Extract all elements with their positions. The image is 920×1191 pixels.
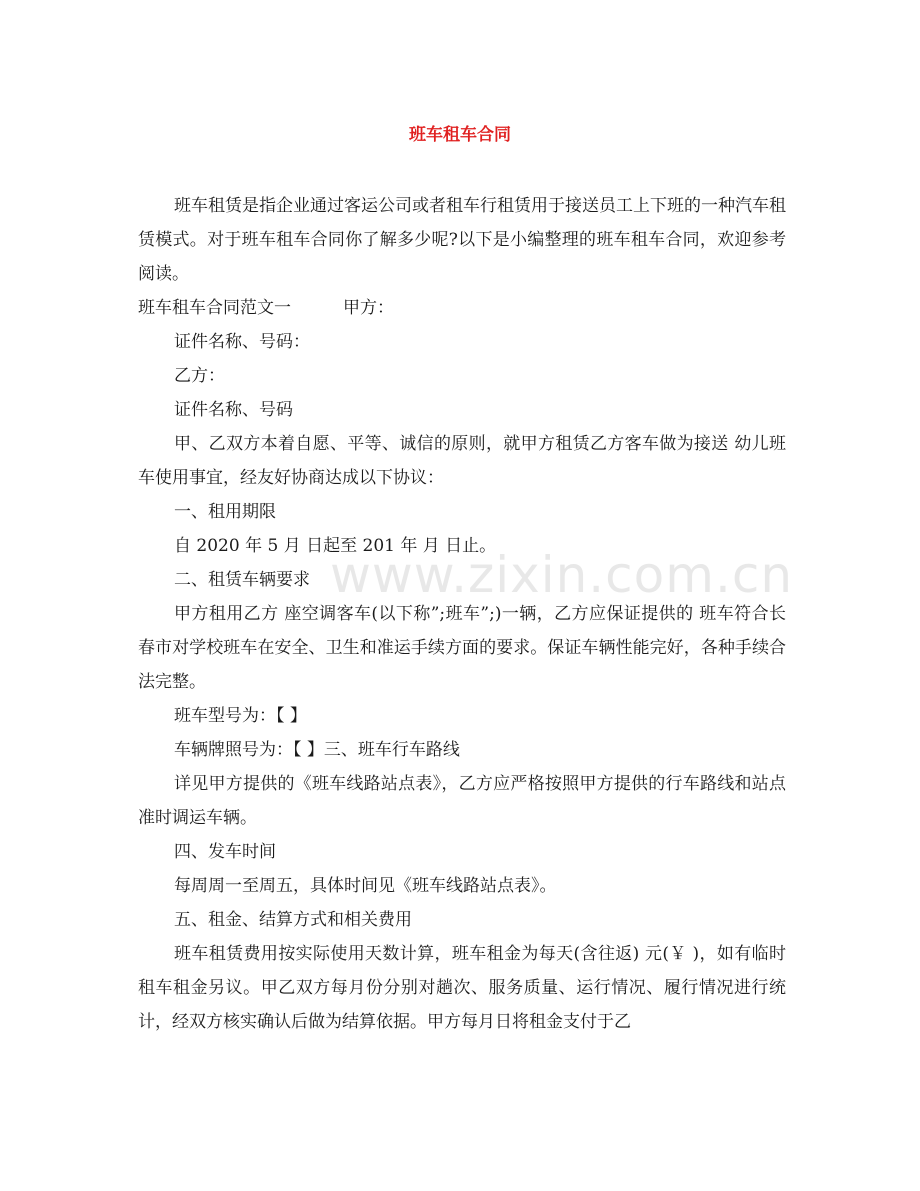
section-4-text: 每周周一至周五，具体时间见《班车线路站点表》。 (174, 876, 557, 896)
section-5-text: 班车租赁费用按实际使用天数计算，班车租金为每天(含往返) 元(￥ )，如有临时租车租金另议。甲乙双方每月份分别对趟次、服务质量、运行情况、履行情况进行统计，经双方核实确认后做为结算依据。甲方每月日将租金支付于乙 (138, 944, 786, 1032)
section-2-text: 甲方租用乙方 座空调客车(以下称”;班车”;)一辆，乙方应保证提供的 班车符合长春市对学校班车在安全、卫生和准运手续方面的要求。保证车辆性能完好，各种手续合法完整。 (138, 604, 786, 692)
party-b-label: 乙方： (174, 366, 225, 386)
agreement-intro: 甲、乙双方本着自愿、平等、诚信的原则，就甲方租赁乙方客车做为接送 幼儿班车使用事宜，经友好协商达成以下协议： (138, 434, 786, 488)
section-1-title: 一、租用期限 (174, 502, 276, 522)
sample-heading-line (138, 291, 786, 325)
intro-paragraph: 班车租赁是指企业通过客运公司或者租车行租赁用于接送员工上下班的一种汽车租赁模式。对于班车租车合同你了解多少呢?以下是小编整理的班车租车合同，欢迎参考阅读。 (138, 196, 786, 284)
section-5-title: 五、租金、结算方式和相关费用 (174, 910, 412, 930)
party-b-id: 证件名称、号码 (174, 400, 293, 420)
watermark: www.zixin.com.cn (330, 546, 794, 604)
bus-model: 班车型号为：【 】 (174, 706, 307, 726)
section-2-title: 二、租赁车辆要求 (174, 570, 310, 590)
party-a-label: 甲方： (343, 298, 394, 318)
document-title: 班车租车合同 (409, 125, 511, 145)
plate-and-section-3: 车辆牌照号为：【 】三、班车行车路线 (174, 740, 460, 760)
section-3-text: 详见甲方提供的《班车线路站点表》，乙方应严格按照甲方提供的行车路线和站点准时调运车辆。 (138, 774, 786, 828)
section-4-title: 四、发车时间 (174, 842, 276, 862)
document-body (138, 189, 786, 1039)
sample-heading: 班车租车合同范文一 (138, 298, 291, 318)
section-1-text: 自 2020 年 5 月 日起至 201 年 月 日止。 (174, 536, 497, 556)
party-a-id: 证件名称、号码： (174, 332, 310, 352)
